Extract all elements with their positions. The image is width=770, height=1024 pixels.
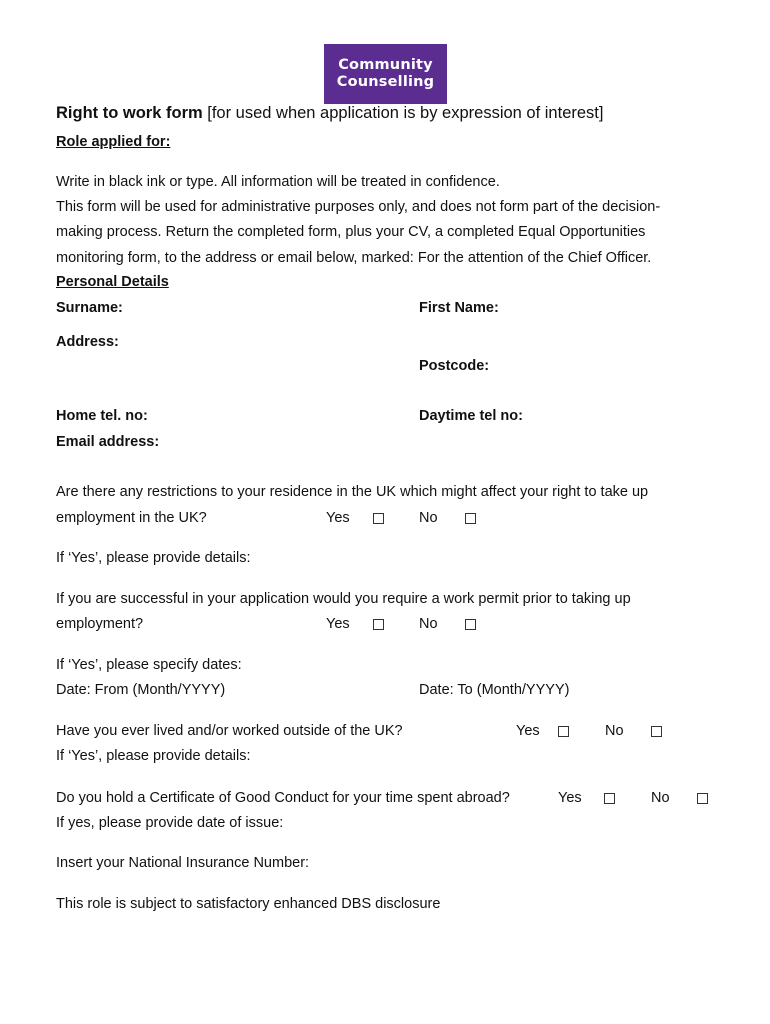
- q2-yes-label: Yes: [326, 616, 350, 632]
- q4-yes-checkbox[interactable]: [604, 793, 615, 804]
- q3-question-line-1: Have you ever lived and/or worked outside of the UK?: [56, 723, 403, 739]
- q3-no-checkbox[interactable]: [651, 726, 662, 737]
- q2-date-from-label: Date: From (Month/YYYY): [56, 682, 226, 698]
- daytime-tel-label: Daytime tel no:: [419, 408, 523, 424]
- form-title-bold: Right to work form: [56, 104, 203, 122]
- q1-yes-checkbox[interactable]: [373, 513, 384, 524]
- intro-line-3: making process. Return the completed form, plus your CV, a completed Equal Opportunities: [56, 224, 646, 240]
- q1-no-checkbox[interactable]: [465, 513, 476, 524]
- intro-line-1: Write in black ink or type. All information will be treated in confidence.: [56, 174, 500, 190]
- q4-details-label: If yes, please provide date of issue:: [56, 815, 284, 831]
- q2-no-checkbox[interactable]: [465, 619, 476, 630]
- q4-yes-label: Yes: [558, 790, 582, 806]
- email-label: Email address:: [56, 434, 160, 450]
- q2-details-label: If ‘Yes’, please specify dates:: [56, 657, 242, 673]
- q1-yes-option: [326, 510, 350, 526]
- community-counselling-logo: [324, 44, 447, 104]
- q2-question-line-1: If you are successful in your application would you require a work permit prior to taking up: [56, 591, 631, 607]
- q4-no-label: No: [651, 790, 670, 806]
- intro-line-4: monitoring form, to the address or email below, marked: For the attention of the Chief Officer.: [56, 250, 652, 266]
- home-tel-label: Home tel. no:: [56, 408, 148, 424]
- q2-question-line-2: employment?: [56, 616, 144, 632]
- address-label: Address:: [56, 334, 119, 350]
- q3-yes-label: Yes: [516, 723, 540, 739]
- q3-yes-checkbox[interactable]: [558, 726, 569, 737]
- q1-question-line-1: Are there any restrictions to your residence in the UK which might affect your right to take up: [56, 484, 649, 500]
- dbs-note: This role is subject to satisfactory enhanced DBS disclosure: [56, 896, 441, 912]
- q1-question-line-2: employment in the UK?: [56, 510, 207, 526]
- postcode-label: Postcode:: [419, 358, 490, 374]
- role-applied-label: Role applied for:: [56, 134, 171, 150]
- ni-number-label: Insert your National Insurance Number:: [56, 855, 310, 871]
- logo-line-2: Counselling: [336, 74, 435, 90]
- form-title-rest: [for used when application is by expression of interest]: [202, 104, 604, 122]
- q3-no-label: No: [605, 723, 624, 739]
- first-name-label: First Name:: [419, 300, 499, 316]
- q1-details-label: If ‘Yes’, please provide details:: [56, 550, 251, 566]
- logo-line-1: Community: [338, 57, 433, 73]
- q4-question-line-1: Do you hold a Certificate of Good Conduct for your time spent abroad?: [56, 790, 510, 806]
- personal-details-heading: Personal Details: [56, 274, 169, 290]
- surname-label: Surname:: [56, 300, 123, 316]
- q1-no-label: No: [419, 510, 438, 526]
- form-title: [56, 104, 603, 123]
- q2-date-to-label: Date: To (Month/YYYY): [419, 682, 570, 698]
- q1-yes-label: Yes: [326, 510, 350, 526]
- q4-no-checkbox[interactable]: [697, 793, 708, 804]
- q2-yes-checkbox[interactable]: [373, 619, 384, 630]
- q2-no-label: No: [419, 616, 438, 632]
- intro-line-2: This form will be used for administrative purposes only, and does not form part of the decision-: [56, 199, 661, 215]
- q3-details-label: If ‘Yes’, please provide details:: [56, 748, 251, 764]
